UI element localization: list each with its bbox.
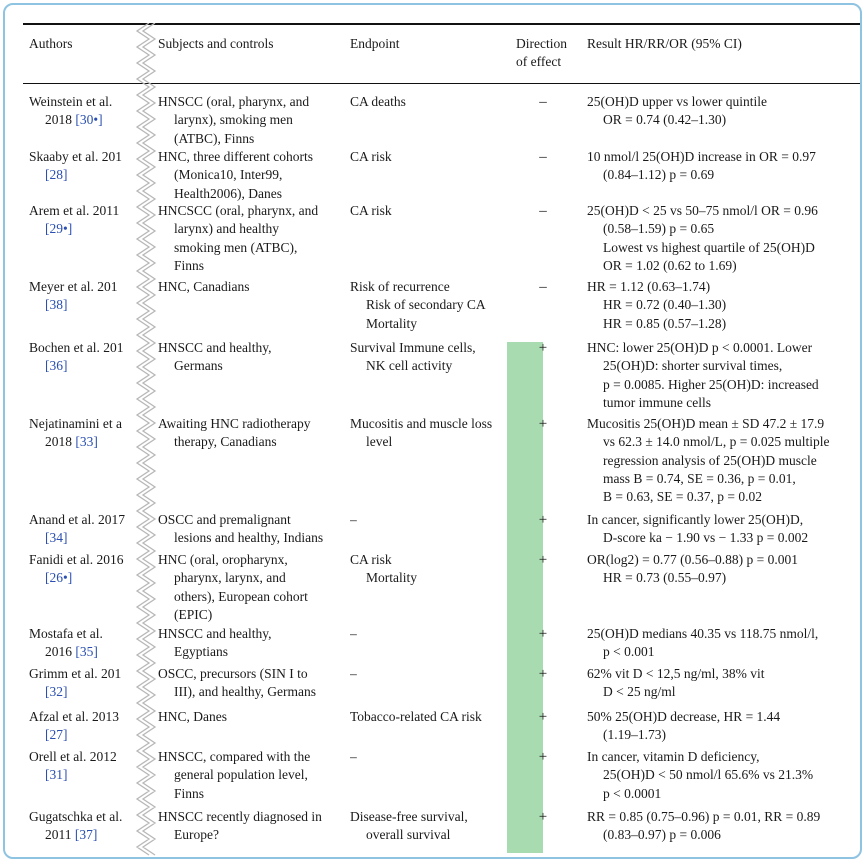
cell-subjects-line: HNSCC and healthy,	[158, 340, 272, 355]
cell-direction	[513, 625, 573, 643]
cell-direction	[513, 148, 573, 166]
cell-result-line: OR = 1.02 (0.62 to 1.69)	[603, 257, 737, 273]
cell-result	[587, 93, 855, 130]
cell-result-line: regression analysis of 25(OH)D muscle	[603, 452, 817, 468]
cell-endpoint-line: –	[350, 512, 357, 527]
cell-endpoint-line: CA deaths	[350, 94, 406, 109]
cell-authors	[29, 551, 137, 588]
cell-result-line: OR(log2) = 0.77 (0.56–0.88) p = 0.001	[587, 552, 798, 567]
direction-sign: –	[539, 94, 547, 110]
cell-endpoint-line: Mortality	[366, 315, 417, 331]
cell-direction	[513, 808, 573, 826]
cell-endpoint-line: –	[350, 666, 357, 681]
cell-subjects-line: Health2006), Danes	[174, 185, 282, 201]
header-subjects: Subjects and controls	[158, 36, 274, 51]
cell-subjects-line: HNSCC, compared with the	[158, 749, 311, 764]
cell-result-line: OR = 0.74 (0.42–1.30)	[603, 112, 727, 128]
cell-result	[587, 748, 855, 803]
cell-direction	[513, 665, 573, 683]
cell-result	[587, 339, 855, 412]
cell-subjects	[158, 665, 350, 702]
cell-subjects	[158, 415, 350, 452]
cell-authors-line: Arem et al. 2011	[29, 203, 120, 218]
cell-subjects	[158, 278, 350, 296]
cell-authors-line: Gugatschka et al.	[29, 809, 123, 824]
cell-direction	[513, 708, 573, 726]
direction-sign: +	[538, 626, 548, 642]
cell-authors-line: [27]	[45, 727, 68, 743]
cell-result-line: RR = 0.85 (0.75–0.96) p = 0.01, RR = 0.89	[587, 809, 821, 824]
cell-authors	[29, 278, 137, 315]
cell-subjects-line: HNSCC and healthy,	[158, 626, 272, 641]
cell-endpoint-line: Disease-free survival,	[350, 809, 468, 824]
cell-result-line: 10 nmol/l 25(OH)D increase in OR = 0.97	[587, 149, 816, 164]
cell-subjects-line: larynx), smoking men	[174, 112, 293, 128]
cell-direction	[513, 339, 573, 357]
cell-direction	[513, 278, 573, 296]
cell-authors	[29, 339, 137, 376]
cell-direction	[513, 511, 573, 529]
cell-subjects-line: larynx) and healthy	[174, 221, 279, 237]
cell-authors-line: Mostafa et al.	[29, 626, 103, 641]
cell-authors-line: 2016 [35]	[45, 644, 98, 660]
cell-endpoint-line: NK cell activity	[366, 358, 453, 374]
cell-authors-line: [38]	[45, 297, 68, 313]
direction-sign: +	[538, 749, 548, 765]
cell-endpoint-line: Mucositis and muscle loss	[350, 416, 493, 431]
cell-subjects-line: pharynx, larynx, and	[174, 570, 286, 586]
cell-endpoint	[350, 148, 510, 166]
cell-endpoint	[350, 748, 510, 766]
cell-endpoint-line: –	[350, 626, 357, 641]
cell-authors-line: [29•]	[45, 221, 73, 237]
cell-direction	[513, 202, 573, 220]
cell-authors-line: Anand et al. 2017	[29, 512, 125, 527]
cell-subjects-line: HNCSCC (oral, pharynx, and	[158, 203, 319, 218]
cell-endpoint-line: –	[350, 749, 357, 764]
cell-authors-line: [31]	[45, 767, 68, 783]
cell-endpoint-line: CA risk	[350, 149, 392, 164]
cell-result-line: HR = 0.73 (0.55–0.97)	[603, 570, 727, 586]
header-authors: Authors	[29, 36, 73, 51]
cell-subjects-line: HNSCC recently diagnosed in	[158, 809, 322, 824]
cell-result	[587, 148, 855, 185]
cell-subjects-line: III), and healthy, Germans	[174, 684, 316, 700]
cell-result-line: D < 25 ng/ml	[603, 684, 676, 700]
cell-endpoint	[350, 202, 510, 220]
cell-subjects-line: (EPIC)	[174, 606, 213, 622]
cell-subjects	[158, 339, 350, 376]
cell-authors	[29, 148, 137, 185]
cell-direction	[513, 415, 573, 433]
cell-authors-line: 2011 [37]	[45, 827, 98, 843]
cell-subjects-line: Awaiting HNC radiotherapy	[158, 416, 311, 431]
cell-result	[587, 511, 855, 548]
cell-result-line: (0.58–1.59) p = 0.65	[603, 221, 715, 237]
cell-authors	[29, 665, 137, 702]
cell-authors	[29, 511, 137, 548]
cell-authors-line: [32]	[45, 684, 68, 700]
cell-result-line: HR = 1.12 (0.63–1.74)	[587, 279, 711, 294]
cell-subjects	[158, 93, 350, 148]
cell-subjects	[158, 625, 350, 662]
cell-endpoint-line: overall survival	[366, 827, 451, 843]
cell-endpoint-line: Risk of secondary CA	[366, 297, 486, 313]
cell-endpoint	[350, 551, 510, 588]
cell-direction	[513, 93, 573, 111]
cell-result-line: HR = 0.72 (0.40–1.30)	[603, 297, 727, 313]
cell-result-line: D-score ka − 1.90 vs − 1.33 p = 0.002	[603, 530, 809, 546]
cell-authors-line: Nejatinamini et a	[29, 416, 122, 431]
cell-authors	[29, 808, 137, 845]
cell-subjects-line: Europe?	[174, 827, 219, 843]
direction-sign: –	[539, 203, 547, 219]
cell-result-line: In cancer, significantly lower 25(OH)D,	[587, 512, 804, 527]
cell-endpoint-line: Mortality	[366, 570, 417, 586]
cell-endpoint	[350, 625, 510, 643]
cell-subjects-line: others), European cohort	[174, 588, 308, 604]
header-result: Result HR/RR/OR (95% CI)	[587, 36, 742, 51]
cell-result-line: (0.83–0.97) p = 0.006	[603, 827, 721, 843]
cell-subjects-line: lesions and healthy, Indians	[174, 530, 324, 546]
direction-sign: –	[539, 279, 547, 295]
cell-endpoint	[350, 93, 510, 111]
cell-authors	[29, 93, 137, 130]
cell-subjects-line: Germans	[174, 358, 223, 374]
cell-result	[587, 551, 855, 588]
cell-authors-line: Bochen et al. 201	[29, 340, 124, 355]
cell-subjects-line: Egyptians	[174, 644, 228, 660]
cell-subjects	[158, 202, 350, 275]
cell-endpoint-line: Tobacco-related CA risk	[350, 709, 482, 724]
cell-subjects-line: therapy, Canadians	[174, 434, 277, 450]
cell-result-line: 25(OH)D < 50 nmol/l 65.6% vs 21.3%	[603, 767, 814, 783]
direction-sign: +	[538, 666, 548, 682]
cell-result	[587, 665, 855, 702]
cell-subjects	[158, 148, 350, 203]
cell-result	[587, 708, 855, 745]
header-endpoint: Endpoint	[350, 36, 400, 51]
cell-result-line: p = 0.0085. Higher 25(OH)D: increased	[603, 376, 819, 392]
cell-subjects-line: OSCC and premalignant	[158, 512, 291, 527]
cell-subjects-line: HNSCC (oral, pharynx, and	[158, 94, 310, 109]
cell-authors-line: Skaaby et al. 201	[29, 149, 122, 164]
cell-subjects-line: HNC, Canadians	[158, 279, 250, 294]
cell-result	[587, 625, 855, 662]
cell-authors-line: Meyer et al. 201	[29, 279, 118, 294]
cell-endpoint	[350, 511, 510, 529]
cell-subjects	[158, 511, 350, 548]
cell-endpoint	[350, 339, 510, 376]
cell-authors-line: [28]	[45, 167, 68, 183]
direction-sign: +	[538, 809, 548, 825]
cell-result-line: 50% 25(OH)D decrease, HR = 1.44	[587, 709, 781, 724]
cell-subjects-line: general population level,	[174, 767, 308, 783]
cell-subjects	[158, 708, 350, 726]
cell-subjects-line: (Monica10, Inter99,	[174, 167, 283, 183]
cell-subjects-line: smoking men (ATBC),	[174, 239, 298, 255]
cell-endpoint	[350, 665, 510, 683]
cell-subjects-line: (ATBC), Finns	[174, 130, 255, 146]
cell-endpoint	[350, 278, 510, 333]
cell-authors-line: [36]	[45, 358, 68, 374]
cell-authors-line: [34]	[45, 530, 68, 546]
direction-sign: +	[538, 512, 548, 528]
cell-result-line: HNC: lower 25(OH)D p < 0.0001. Lower	[587, 340, 813, 355]
cell-result-line: vs 62.3 ± 14.0 nmol/L, p = 0.025 multiple	[603, 434, 830, 450]
cell-endpoint-line: CA risk	[350, 552, 392, 567]
cell-endpoint	[350, 708, 510, 726]
cell-authors-line: Orell et al. 2012	[29, 749, 117, 764]
cell-endpoint-line: Survival Immune cells,	[350, 340, 476, 355]
cell-authors	[29, 202, 137, 239]
header-direction: Direction of effect	[516, 36, 567, 70]
cell-authors-line: Grimm et al. 201	[29, 666, 122, 681]
cell-result-line: 25(OH)D < 25 vs 50–75 nmol/l OR = 0.96	[587, 203, 818, 218]
cell-result	[587, 278, 855, 333]
cell-subjects	[158, 551, 350, 624]
cell-result-line: 62% vit D < 12,5 ng/ml, 38% vit	[587, 666, 765, 681]
cell-result-line: (1.19–1.73)	[603, 727, 666, 743]
cell-result-line: 25(OH)D upper vs lower quintile	[587, 94, 767, 109]
direction-sign: +	[538, 552, 548, 568]
cell-authors	[29, 415, 137, 452]
cell-subjects-line: HNC, three different cohorts	[158, 149, 313, 164]
cell-authors-line: [26•]	[45, 570, 73, 586]
cell-direction	[513, 748, 573, 766]
cell-result-line: B = 0.63, SE = 0.37, p = 0.02	[603, 489, 762, 505]
cell-subjects	[158, 808, 350, 845]
cell-result-line: tumor immune cells	[603, 394, 711, 410]
cell-endpoint-line: CA risk	[350, 203, 392, 218]
direction-sign: +	[538, 416, 548, 432]
cell-authors-line: 2018 [30•]	[45, 112, 103, 128]
cell-subjects-line: Finns	[174, 257, 205, 273]
cell-result-line: (0.84–1.12) p = 0.69	[603, 167, 715, 183]
cell-result	[587, 808, 855, 845]
table-frame	[3, 3, 862, 859]
cell-subjects-line: HNC (oral, oropharynx,	[158, 552, 288, 567]
cell-subjects	[158, 748, 350, 803]
cell-endpoint-line: Risk of recurrence	[350, 279, 450, 294]
cell-result-line: Lowest vs highest quartile of 25(OH)D	[603, 239, 815, 255]
cell-direction	[513, 551, 573, 569]
cell-endpoint	[350, 808, 510, 845]
cell-authors-line: Weinstein et al.	[29, 94, 113, 109]
cell-authors-line: 2018 [33]	[45, 434, 98, 450]
cell-result-line: 25(OH)D medians 40.35 vs 118.75 nmol/l,	[587, 626, 819, 641]
cell-result-line: 25(OH)D: shorter survival times,	[603, 358, 783, 374]
cell-result-line: p < 0.0001	[603, 785, 662, 801]
cell-authors	[29, 625, 137, 662]
cell-authors-line: Afzal et al. 2013	[29, 709, 119, 724]
cell-authors	[29, 748, 137, 785]
cell-subjects-line: OSCC, precursors (SIN I to	[158, 666, 308, 681]
cell-endpoint-line: level	[366, 434, 393, 450]
cell-subjects-line: Finns	[174, 785, 205, 801]
direction-sign: +	[538, 709, 548, 725]
cell-authors	[29, 708, 137, 745]
cell-result-line: HR = 0.85 (0.57–1.28)	[603, 315, 727, 331]
cell-result-line: p < 0.001	[603, 644, 655, 660]
cell-result-line: mass B = 0.74, SE = 0.36, p = 0.01,	[603, 470, 796, 486]
cell-endpoint	[350, 415, 510, 452]
direction-sign: +	[538, 340, 548, 356]
cell-subjects-line: HNC, Danes	[158, 709, 227, 724]
cell-result	[587, 202, 855, 275]
cell-result-line: In cancer, vitamin D deficiency,	[587, 749, 760, 764]
direction-sign: –	[539, 149, 547, 165]
cell-authors-line: Fanidi et al. 2016	[29, 552, 124, 567]
cell-result-line: Mucositis 25(OH)D mean ± SD 47.2 ± 17.9	[587, 416, 825, 431]
cell-result	[587, 415, 855, 506]
